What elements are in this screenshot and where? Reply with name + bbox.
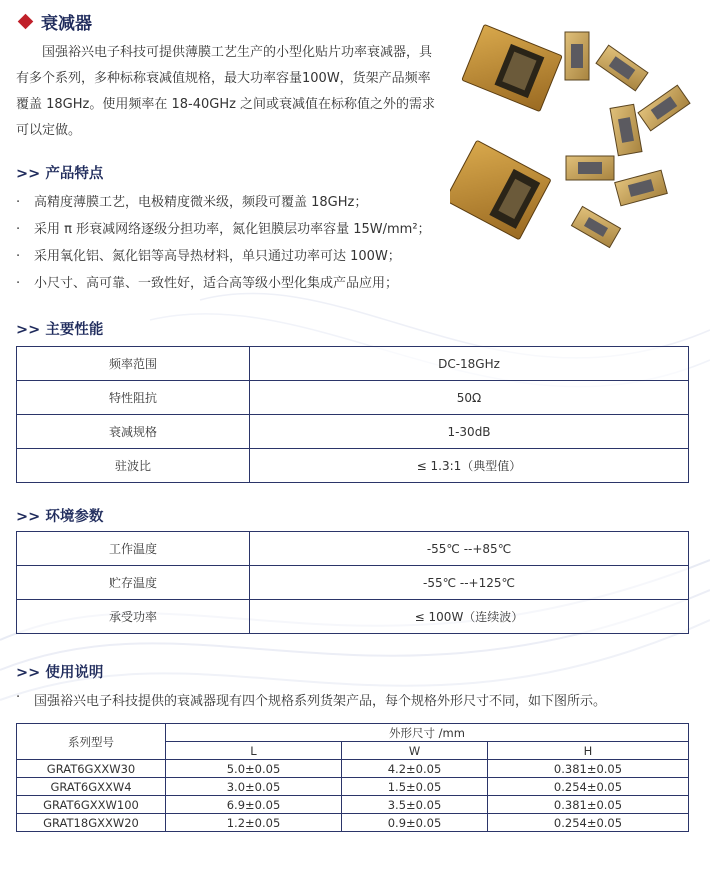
list-item: · 采用氧化铝、氮化铝等高导热材料，单只通过功率可达 100W； (16, 249, 401, 264)
environment-heading: >> 环境参数 (16, 509, 104, 525)
performance-table (16, 346, 689, 483)
table-row (17, 778, 689, 796)
cell-w: 0.9±0.05 (342, 814, 488, 832)
cell-w: 1.5±0.05 (342, 778, 488, 796)
usage-heading: >> 使用说明 (16, 665, 104, 681)
diamond-bullet-icon (18, 13, 34, 29)
table-row (17, 600, 689, 634)
cell-model: GRAT6GXXW100 (17, 796, 166, 814)
header-h: H (488, 742, 689, 760)
page-title: 衰减器 (41, 13, 92, 34)
cell-model: GRAT6GXXW30 (17, 760, 166, 778)
table-cell-label: 贮存温度 (17, 566, 250, 600)
table-cell-label: 驻波比 (17, 449, 250, 483)
header-l: L (166, 742, 342, 760)
features-heading: >> 产品特点 (16, 166, 104, 182)
cell-l: 1.2±0.05 (166, 814, 342, 832)
table-cell-value: ≤ 100W（连续波） (250, 600, 689, 634)
cell-h: 0.381±0.05 (488, 760, 689, 778)
cell-l: 6.9±0.05 (166, 796, 342, 814)
list-item: · 高精度薄膜工艺，电极精度微米级，频段可覆盖 18GHz； (16, 195, 368, 210)
table-cell-value: -55℃ --+125℃ (250, 566, 689, 600)
table-cell-label: 衰减规格 (17, 415, 250, 449)
cell-w: 3.5±0.05 (342, 796, 488, 814)
cell-model: GRAT18GXXW20 (17, 814, 166, 832)
cell-h: 0.254±0.05 (488, 814, 689, 832)
list-item: · 采用 π 形衰减网络逐级分担功率，氮化钽膜层功率容量 15W/mm²； (16, 222, 431, 237)
cell-w: 4.2±0.05 (342, 760, 488, 778)
table-cell-label: 频率范围 (17, 347, 250, 381)
table-row (17, 381, 689, 415)
table-cell-value: -55℃ --+85℃ (250, 532, 689, 566)
table-row (17, 347, 689, 381)
table-cell-label: 工作温度 (17, 532, 250, 566)
table-row (17, 760, 689, 778)
table-row (17, 566, 689, 600)
cell-l: 3.0±0.05 (166, 778, 342, 796)
table-row (17, 415, 689, 449)
cell-model: GRAT6GXXW4 (17, 778, 166, 796)
table-cell-value: ≤ 1.3:1（典型值） (250, 449, 689, 483)
table-cell-value: 1-30dB (250, 415, 689, 449)
table-cell-label: 特性阻抗 (17, 381, 250, 415)
intro-paragraph: 国强裕兴电子科技可提供薄膜工艺生产的小型化贴片功率衰减器，具有多个系列，多种标称衰减值规格，最大功率容量100W，货架产品频率覆盖 18GHz。使用频率在 18-40GHz 之间或衰减值在标称值之外的需求可以定做。 (16, 45, 436, 138)
table-cell-value: 50Ω (250, 381, 689, 415)
usage-note: · 国强裕兴电子科技提供的衰减器现有四个规格系列货架产品，每个规格外形尺寸不同，如下图所示。 (16, 690, 607, 709)
header-model: 系列型号 (17, 724, 166, 760)
page-title-row (16, 10, 92, 32)
table-row (17, 532, 689, 566)
table-cell-value: DC-18GHz (250, 347, 689, 381)
dimensions-table (16, 723, 689, 832)
cell-l: 5.0±0.05 (166, 760, 342, 778)
table-row (17, 796, 689, 814)
table-row (17, 814, 689, 832)
header-dimensions: 外形尺寸 /mm (166, 724, 689, 742)
table-header-row (17, 724, 689, 742)
attenuator-product-image (450, 20, 700, 260)
cell-h: 0.381±0.05 (488, 796, 689, 814)
table-row (17, 449, 689, 483)
environment-table (16, 531, 689, 634)
cell-h: 0.254±0.05 (488, 778, 689, 796)
header-w: W (342, 742, 488, 760)
performance-heading: >> 主要性能 (16, 322, 104, 338)
list-item: · 小尺寸、高可靠、一致性好，适合高等级小型化集成产品应用； (16, 276, 399, 291)
table-cell-label: 承受功率 (17, 600, 250, 634)
features-list (16, 189, 456, 297)
